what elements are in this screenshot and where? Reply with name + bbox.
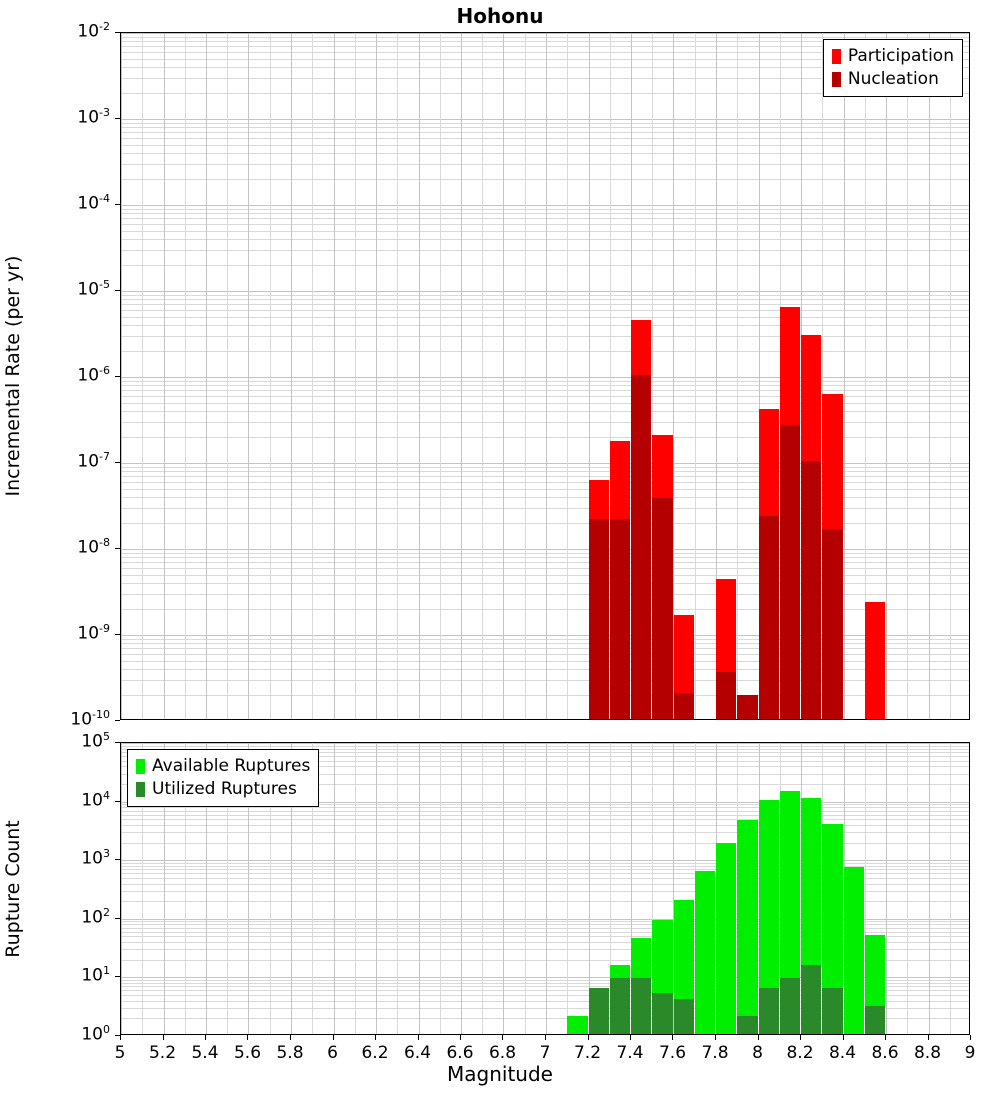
x-tickmark bbox=[715, 1035, 716, 1040]
y-tick-label-bottom: $10^1$ bbox=[81, 964, 110, 987]
bar-utilized-ruptures bbox=[759, 988, 779, 1034]
utilized-ruptures-swatch-icon bbox=[136, 782, 145, 797]
x-tick-label: 5.8 bbox=[276, 1043, 304, 1063]
x-tickmark bbox=[928, 1035, 929, 1040]
x-tick-label: 6.4 bbox=[403, 1043, 432, 1063]
y-tick-label-top: $10^{-2}$ bbox=[77, 20, 110, 42]
x-tickmark bbox=[800, 1035, 801, 1040]
gridline-vertical bbox=[482, 743, 483, 1034]
y-tick-label-top: $10^{-5}$ bbox=[77, 278, 110, 300]
gridline-vertical bbox=[503, 743, 504, 1034]
legend-label-nucleation: Nucleation bbox=[847, 68, 939, 89]
bar-utilized-ruptures bbox=[674, 999, 694, 1034]
x-tick-label: 9 bbox=[964, 1043, 976, 1063]
x-tickmark bbox=[545, 1035, 546, 1040]
rupture-count-plot bbox=[120, 742, 970, 1035]
x-tickmark bbox=[460, 1035, 461, 1040]
x-tick-label: 8.2 bbox=[786, 1043, 814, 1063]
x-tickmark bbox=[247, 1035, 248, 1040]
x-tick-label: 7.2 bbox=[573, 1043, 602, 1063]
gridline-vertical bbox=[546, 33, 547, 719]
gridline-vertical bbox=[907, 33, 908, 719]
bar-nucleation bbox=[652, 498, 672, 719]
gridline-vertical bbox=[525, 33, 526, 719]
gridline-vertical bbox=[397, 33, 398, 719]
bar-nucleation bbox=[716, 672, 736, 719]
gridline-vertical bbox=[397, 743, 398, 1034]
legend-top bbox=[823, 39, 963, 97]
gridline-vertical bbox=[121, 33, 122, 719]
gridline-vertical bbox=[440, 33, 441, 719]
bar-nucleation bbox=[631, 375, 651, 719]
x-tick-label: 7 bbox=[539, 1043, 551, 1063]
x-tickmark bbox=[885, 1035, 886, 1040]
y-tick-label-top: $10^{-9}$ bbox=[77, 622, 110, 644]
bar-nucleation bbox=[801, 461, 821, 719]
bar-available-ruptures bbox=[844, 867, 864, 1034]
bar-utilized-ruptures bbox=[801, 965, 821, 1034]
y-tickmark-bottom bbox=[115, 976, 120, 977]
bar-utilized-ruptures bbox=[610, 978, 630, 1034]
bar-utilized-ruptures bbox=[737, 1016, 757, 1034]
gridline-vertical bbox=[248, 33, 249, 719]
x-tick-label: 7.6 bbox=[658, 1043, 687, 1063]
x-tick-label: 8 bbox=[752, 1043, 763, 1063]
bar-nucleation bbox=[780, 425, 800, 719]
gridline-vertical bbox=[227, 33, 228, 719]
gridline-vertical bbox=[376, 33, 377, 719]
gridline-vertical bbox=[567, 743, 568, 1034]
x-tick-label: 8.4 bbox=[828, 1043, 857, 1063]
y-tick-label-bottom: $10^3$ bbox=[81, 847, 110, 869]
gridline-vertical bbox=[929, 33, 930, 719]
gridline-vertical bbox=[737, 33, 738, 719]
x-tick-label: 5 bbox=[114, 1043, 126, 1063]
gridline-vertical bbox=[206, 33, 207, 719]
bar-utilized-ruptures bbox=[631, 978, 651, 1034]
x-tick-label: 7.4 bbox=[616, 1043, 644, 1063]
bar-utilized-ruptures bbox=[822, 988, 842, 1034]
y-tick-label-top: $10^{-6}$ bbox=[77, 364, 110, 386]
gridline-vertical bbox=[142, 33, 143, 719]
x-tickmark bbox=[630, 1035, 631, 1040]
x-tick-label: 6 bbox=[327, 1043, 338, 1063]
gridline-vertical bbox=[482, 33, 483, 719]
gridline-vertical bbox=[929, 743, 930, 1034]
x-tick-label: 6.2 bbox=[361, 1043, 389, 1063]
x-tickmark bbox=[588, 1035, 589, 1040]
gridline-vertical bbox=[291, 33, 292, 719]
chart-title: Hohonu bbox=[456, 4, 544, 28]
bar-available-ruptures bbox=[716, 843, 736, 1034]
gridline-vertical bbox=[950, 743, 951, 1034]
gridline-vertical bbox=[334, 743, 335, 1034]
bar-nucleation bbox=[759, 516, 779, 719]
incremental-rate-plot bbox=[120, 32, 970, 720]
legend-label-utilized-ruptures: Utilized Ruptures bbox=[152, 778, 297, 799]
gridline-vertical bbox=[440, 743, 441, 1034]
y-axis-label-top: Incremental Rate (per yr) bbox=[2, 255, 24, 497]
gridline-vertical bbox=[355, 743, 356, 1034]
x-tickmark bbox=[375, 1035, 376, 1040]
y-tickmark-bottom bbox=[115, 918, 120, 919]
nucleation-swatch-icon bbox=[832, 72, 841, 87]
y-tickmark-bottom bbox=[115, 742, 120, 743]
y-tickmark-bottom bbox=[115, 801, 120, 802]
y-tick-label-bottom: $10^5$ bbox=[81, 730, 110, 752]
y-tickmark-top bbox=[115, 634, 120, 635]
y-tickmark-top bbox=[115, 376, 120, 377]
legend-label-participation: Participation bbox=[847, 46, 954, 66]
x-tickmark bbox=[333, 1035, 334, 1040]
y-tickmark-top bbox=[115, 32, 120, 33]
y-tick-label-top: $10^{-4}$ bbox=[77, 192, 110, 214]
x-tick-label: 5.6 bbox=[233, 1043, 262, 1063]
gridline-vertical bbox=[270, 33, 271, 719]
x-tickmark bbox=[120, 1035, 121, 1040]
gridline-vertical bbox=[419, 33, 420, 719]
x-tickmark bbox=[163, 1035, 164, 1040]
x-tick-label: 8.6 bbox=[871, 1043, 899, 1063]
x-tickmark bbox=[418, 1035, 419, 1040]
x-tickmark bbox=[205, 1035, 206, 1040]
legend-item-nucleation bbox=[832, 68, 954, 91]
gridline-vertical bbox=[312, 33, 313, 719]
y-tickmark-bottom bbox=[115, 859, 120, 860]
x-tick-label: 6.8 bbox=[488, 1043, 517, 1063]
y-tick-label-bottom: $10^0$ bbox=[81, 1023, 110, 1045]
bar-nucleation bbox=[822, 529, 842, 719]
y-axis-label-bottom: Rupture Count bbox=[2, 819, 24, 958]
x-tickmark bbox=[843, 1035, 844, 1040]
bar-participation bbox=[865, 602, 885, 719]
gridline-vertical bbox=[334, 33, 335, 719]
y-tickmark-top bbox=[115, 290, 120, 291]
bar-available-ruptures bbox=[567, 1016, 587, 1034]
y-tickmark-top bbox=[115, 548, 120, 549]
y-tickmark-top bbox=[115, 118, 120, 119]
legend-label-available-ruptures: Available Ruptures bbox=[152, 756, 311, 776]
bar-available-ruptures bbox=[737, 820, 757, 1034]
x-tickmark bbox=[970, 1035, 971, 1040]
legend-item-utilized-ruptures bbox=[136, 778, 310, 801]
legend-item-participation bbox=[832, 45, 954, 68]
gridline-vertical bbox=[950, 33, 951, 719]
x-tick-label: 8.8 bbox=[913, 1043, 942, 1063]
x-tick-label: 7.8 bbox=[701, 1043, 729, 1063]
y-tickmark-top bbox=[115, 720, 120, 721]
gridline-vertical bbox=[695, 33, 696, 719]
x-tickmark bbox=[758, 1035, 759, 1040]
y-tick-label-top: $10^{-10}$ bbox=[70, 708, 110, 730]
legend-bottom bbox=[127, 749, 319, 807]
bar-nucleation bbox=[674, 693, 694, 719]
y-tick-label-top: $10^{-3}$ bbox=[77, 106, 110, 128]
gridline-vertical bbox=[503, 33, 504, 719]
x-tickmark bbox=[290, 1035, 291, 1040]
legend-item-available-ruptures bbox=[136, 755, 310, 778]
x-tick-label: 5.2 bbox=[148, 1043, 177, 1063]
gridline-vertical bbox=[907, 743, 908, 1034]
x-axis-label: Magnitude bbox=[447, 1062, 553, 1086]
y-tick-label-bottom: $10^4$ bbox=[81, 788, 110, 811]
y-tick-label-top: $10^{-7}$ bbox=[77, 450, 110, 472]
bar-utilized-ruptures bbox=[780, 978, 800, 1034]
x-tick-label: 6.6 bbox=[446, 1043, 474, 1063]
x-tick-label: 5.4 bbox=[191, 1043, 219, 1063]
bar-nucleation bbox=[589, 519, 609, 719]
bar-nucleation bbox=[610, 519, 630, 719]
gridline-vertical bbox=[376, 743, 377, 1034]
gridline-vertical bbox=[886, 33, 887, 719]
bar-utilized-ruptures bbox=[589, 988, 609, 1034]
participation-swatch-icon bbox=[832, 49, 841, 64]
x-tickmark bbox=[502, 1035, 503, 1040]
bar-utilized-ruptures bbox=[652, 993, 672, 1034]
gridline-vertical bbox=[886, 743, 887, 1034]
gridline-vertical bbox=[461, 33, 462, 719]
gridline-vertical bbox=[567, 33, 568, 719]
bar-nucleation bbox=[737, 695, 757, 719]
available-ruptures-swatch-icon bbox=[136, 759, 145, 774]
gridline-vertical bbox=[164, 33, 165, 719]
bar-utilized-ruptures bbox=[865, 1006, 885, 1034]
gridline-vertical bbox=[461, 743, 462, 1034]
y-tickmark-top bbox=[115, 462, 120, 463]
y-tick-label-bottom: $10^2$ bbox=[81, 905, 110, 928]
gridline-vertical bbox=[185, 33, 186, 719]
gridline-vertical bbox=[525, 743, 526, 1034]
gridline-vertical bbox=[546, 743, 547, 1034]
gridline-vertical bbox=[355, 33, 356, 719]
x-tickmark bbox=[672, 1035, 673, 1040]
y-tickmark-top bbox=[115, 204, 120, 205]
gridline-vertical bbox=[419, 743, 420, 1034]
bar-available-ruptures bbox=[695, 871, 715, 1034]
y-tick-label-top: $10^{-8}$ bbox=[77, 536, 110, 558]
gridline-vertical bbox=[121, 743, 122, 1034]
gridline-vertical bbox=[844, 33, 845, 719]
